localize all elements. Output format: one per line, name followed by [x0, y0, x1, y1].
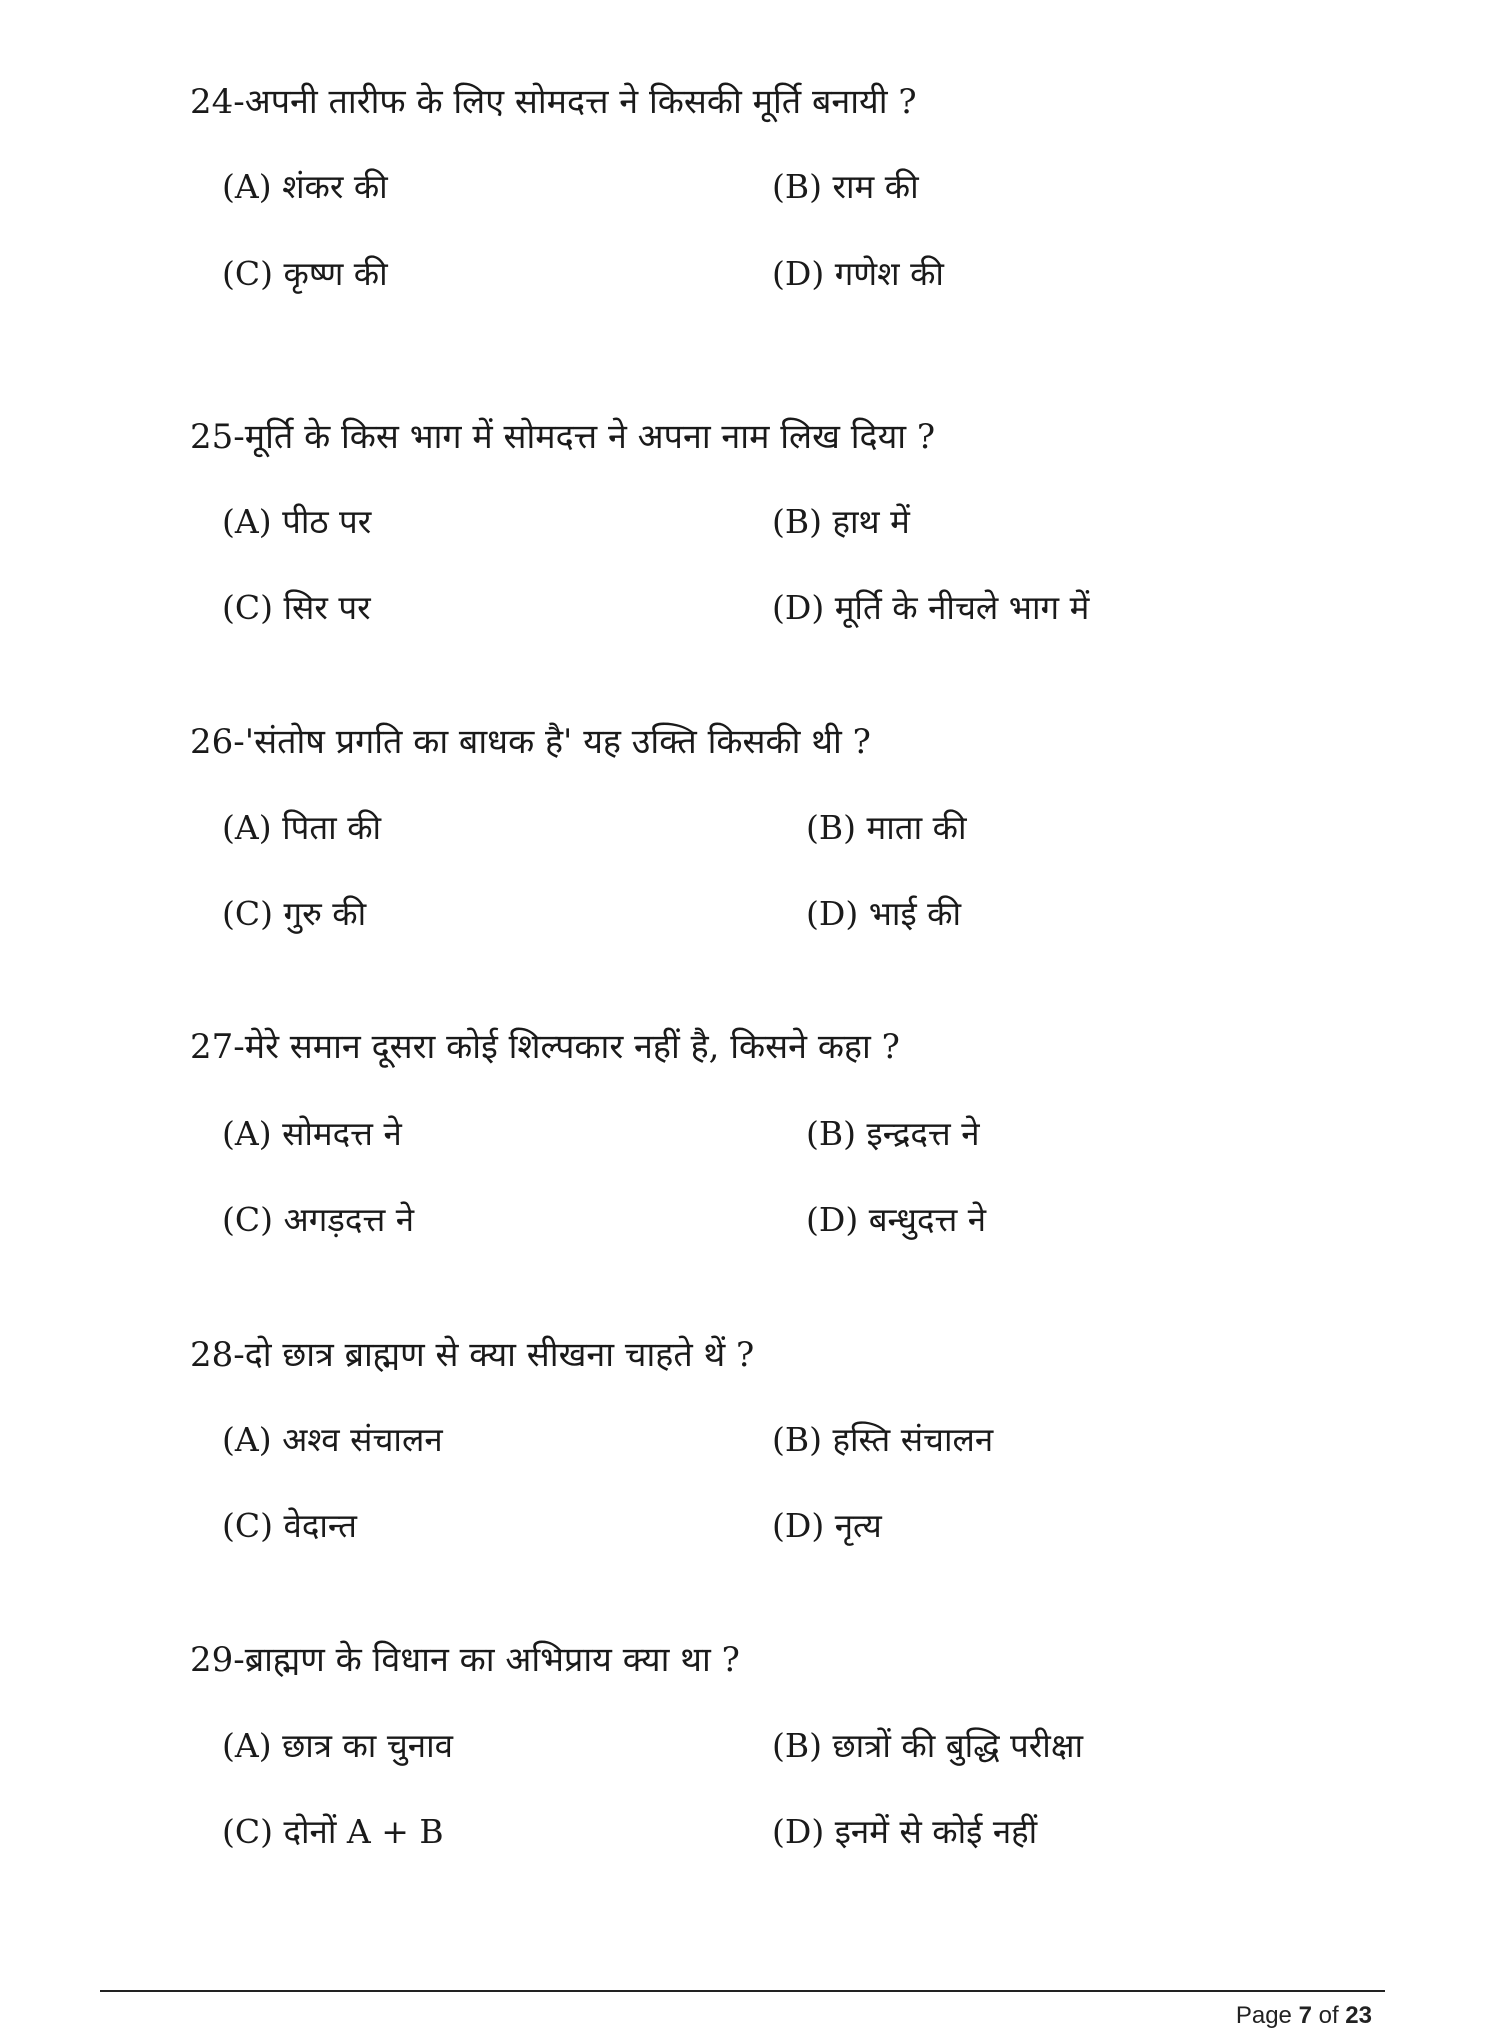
- q25-option-a: (A) पीठ पर: [222, 502, 372, 541]
- q25-option-c: (C) सिर पर: [222, 588, 371, 627]
- q27-option-d: (D) बन्धुदत्त ने: [806, 1200, 987, 1239]
- q29-option-a: (A) छात्र का चुनाव: [222, 1726, 454, 1765]
- q26-option-c: (C) गुरु की: [222, 894, 367, 933]
- footer-divider: [100, 1990, 1385, 1992]
- q27-option-b: (B) इन्द्रदत्त ने: [806, 1114, 980, 1153]
- q26-option-a: (A) पिता की: [222, 808, 382, 847]
- page-number: [1236, 2001, 1372, 2031]
- q26-option-d: (D) भाई की: [806, 894, 962, 933]
- page-label: Page: [1235, 2002, 1292, 2029]
- q24-option-c: (C) कृष्ण की: [222, 254, 388, 293]
- q29-option-d: (D) इनमें से कोई नहीं: [772, 1812, 1038, 1851]
- q25-option-b: (B) हाथ में: [772, 502, 910, 541]
- q24-option-d: (D) गणेश की: [772, 254, 944, 293]
- q29-option-b: (B) छात्रों की बुद्धि परीक्षा: [772, 1726, 1084, 1765]
- page-current: 7: [1298, 2002, 1312, 2029]
- question-24: 24-अपनी तारीफ के लिए सोमदत्त ने किसकी मूर्ति बनायी ?: [190, 82, 917, 122]
- q26-option-b: (B) माता की: [806, 808, 967, 847]
- q27-option-a: (A) सोमदत्त ने: [222, 1114, 402, 1153]
- question-25: 25-मूर्ति के किस भाग में सोमदत्त ने अपना नाम लिख दिया ?: [190, 417, 936, 457]
- q24-option-b: (B) राम की: [772, 167, 919, 206]
- page-total: 23: [1345, 2002, 1372, 2029]
- q25-option-d: (D) मूर्ति के नीचले भाग में: [772, 588, 1090, 627]
- question-26: 26-'संतोष प्रगति का बाधक है' यह उक्ति किसकी थी ?: [190, 722, 871, 762]
- q28-option-b: (B) हस्ति संचालन: [772, 1420, 994, 1459]
- question-29: 29-ब्राह्मण के विधान का अभिप्राय क्या था ?: [190, 1640, 740, 1680]
- q27-option-c: (C) अगड़दत्त ने: [222, 1200, 415, 1239]
- q28-option-a: (A) अश्व संचालन: [222, 1420, 443, 1459]
- q24-option-a: (A) शंकर की: [222, 167, 388, 206]
- q29-option-c: (C) दोनों A + B: [222, 1812, 444, 1851]
- q28-option-d: (D) नृत्य: [772, 1506, 882, 1545]
- question-28: 28-दो छात्र ब्राह्मण से क्या सीखना चाहते थें ?: [190, 1335, 755, 1375]
- page-of: of: [1318, 2002, 1339, 2029]
- question-27: 27-मेरे समान दूसरा कोई शिल्पकार नहीं है, किसने कहा ?: [190, 1027, 900, 1067]
- q28-option-c: (C) वेदान्त: [222, 1506, 357, 1545]
